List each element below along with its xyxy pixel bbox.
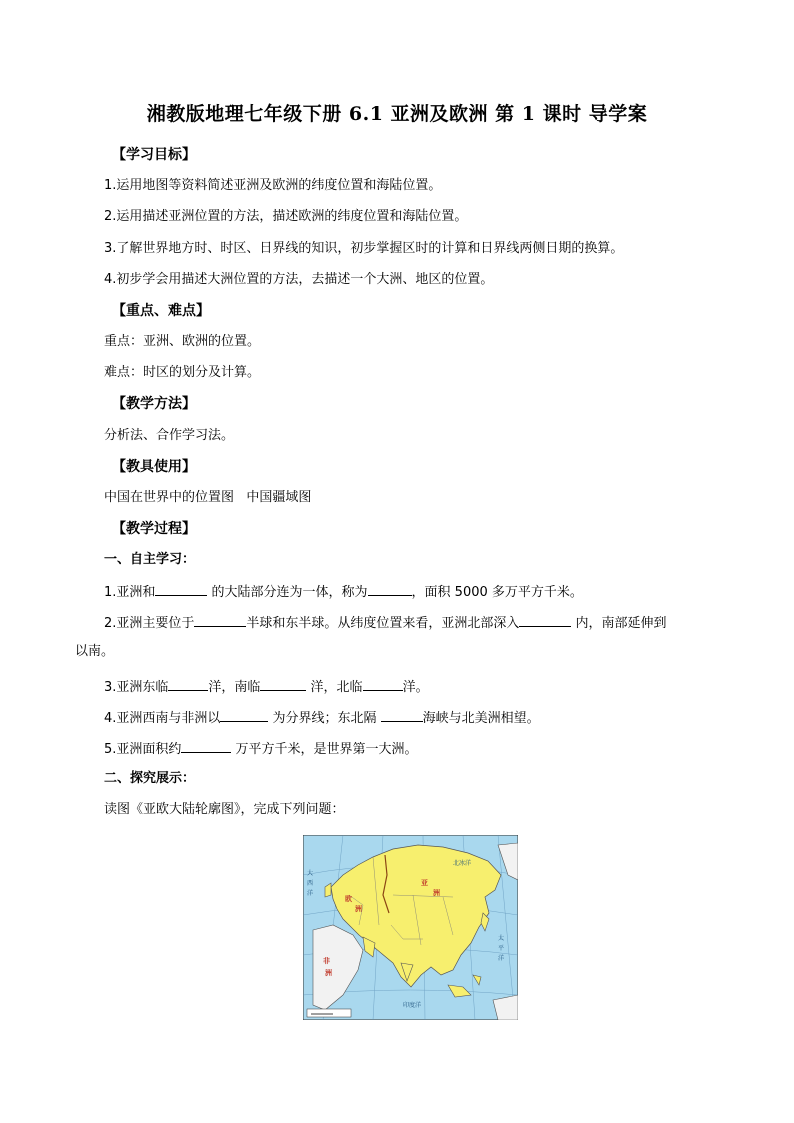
question-1 (104, 582, 583, 602)
goal-item-2: 2.运用描述亚洲位置的方法，描述欧洲的纬度位置和海陆位置。 (104, 209, 468, 224)
svg-text:平: 平 (498, 945, 505, 952)
key-heading: 【重点、难点】 (112, 303, 210, 319)
svg-text:洲: 洲 (433, 889, 440, 897)
explore-intro: 读图《亚欧大陆轮廓图》，完成下列问题： (104, 802, 345, 817)
eurasia-outline-map (303, 835, 518, 1020)
svg-text:洲: 洲 (325, 969, 332, 977)
q1-part-c: ，面积 5000 多万平方千米。 (411, 585, 583, 600)
svg-text:印度洋: 印度洋 (403, 1002, 422, 1009)
method-text: 分析法、合作学习法。 (104, 428, 235, 443)
q4-part-c: 海峡与北美洲相望。 (422, 711, 540, 726)
q1-blank-2[interactable] (368, 582, 412, 596)
q1-blank-1[interactable] (155, 582, 207, 596)
svg-text:洋: 洋 (307, 890, 314, 897)
difficult-point: 难点：时区的划分及计算。 (104, 365, 261, 380)
q2-blank-1[interactable] (194, 613, 246, 627)
svg-text:亚: 亚 (421, 879, 428, 887)
q5-blank-1[interactable] (181, 739, 231, 753)
q3-blank-1[interactable] (168, 677, 208, 691)
svg-text:非: 非 (323, 957, 330, 965)
tools-heading: 【教具使用】 (112, 459, 196, 475)
q3-part-c: 洋，北临 (306, 680, 363, 695)
self-study-heading: 一、自主学习： (104, 552, 196, 567)
svg-text:洲: 洲 (355, 905, 362, 913)
q2-blank-2[interactable] (519, 613, 571, 627)
svg-text:大: 大 (307, 870, 314, 877)
question-3 (104, 677, 429, 697)
svg-text:西: 西 (307, 880, 314, 887)
q3-blank-3[interactable] (363, 677, 403, 691)
q1-part-a: 1.亚洲和 (104, 585, 156, 600)
q4-part-b: 为分界线；东北隔 (268, 711, 381, 726)
svg-text:洋: 洋 (498, 955, 505, 962)
question-2 (104, 613, 667, 633)
tools-text: 中国在世界中的位置图 中国疆域图 (104, 490, 312, 505)
q4-part-a: 4.亚洲西南与非洲以 (104, 711, 221, 726)
q5-part-a: 5.亚洲面积约 (104, 742, 182, 757)
svg-text:欧: 欧 (345, 895, 352, 903)
q3-blank-2[interactable] (260, 677, 306, 691)
goal-item-1: 1.运用地图等资料简述亚洲及欧洲的纬度位置和海陆位置。 (104, 178, 442, 193)
question-2-continued (75, 643, 114, 661)
q4-blank-2[interactable] (381, 708, 423, 722)
question-4 (104, 708, 540, 728)
q3-part-a: 3.亚洲东临 (104, 680, 169, 695)
goals-heading: 【学习目标】 (112, 147, 196, 163)
q5-part-b: 万平方千米，是世界第一大洲。 (231, 742, 418, 757)
key-point: 重点：亚洲、欧洲的位置。 (104, 334, 261, 349)
q2-part-c: 内，南部延伸到 (571, 616, 667, 631)
goal-item-3: 3.了解世界地方时、时区、日界线的知识，初步掌握区时的计算和日界线两侧日期的换算。 (104, 241, 624, 256)
explore-heading: 二、探究展示： (104, 771, 196, 786)
process-heading: 【教学过程】 (112, 521, 196, 537)
q1-part-b: 的大陆部分连为一体，称为 (207, 585, 368, 600)
eurasia-map-graphic (303, 835, 518, 1020)
q4-blank-1[interactable] (220, 708, 268, 722)
q2-part-a: 2.亚洲主要位于 (104, 616, 195, 631)
svg-text:太: 太 (498, 935, 505, 942)
q2-part-d: 以南。 (75, 644, 115, 659)
question-5 (104, 739, 418, 759)
q3-part-b: 洋，南临 (208, 680, 261, 695)
svg-text:北冰洋: 北冰洋 (453, 860, 472, 867)
goal-item-4: 4.初步学会用描述大洲位置的方法，去描述一个大洲、地区的位置。 (104, 272, 494, 287)
q2-part-b: 半球和东半球。从纬度位置来看，亚洲北部深入 (246, 616, 520, 631)
document-title: 湘教版地理七年级下册 6.1 亚洲及欧洲 第 1 课时 导学案 (146, 103, 648, 125)
method-heading: 【教学方法】 (112, 396, 196, 412)
q3-part-d: 洋。 (402, 680, 429, 695)
